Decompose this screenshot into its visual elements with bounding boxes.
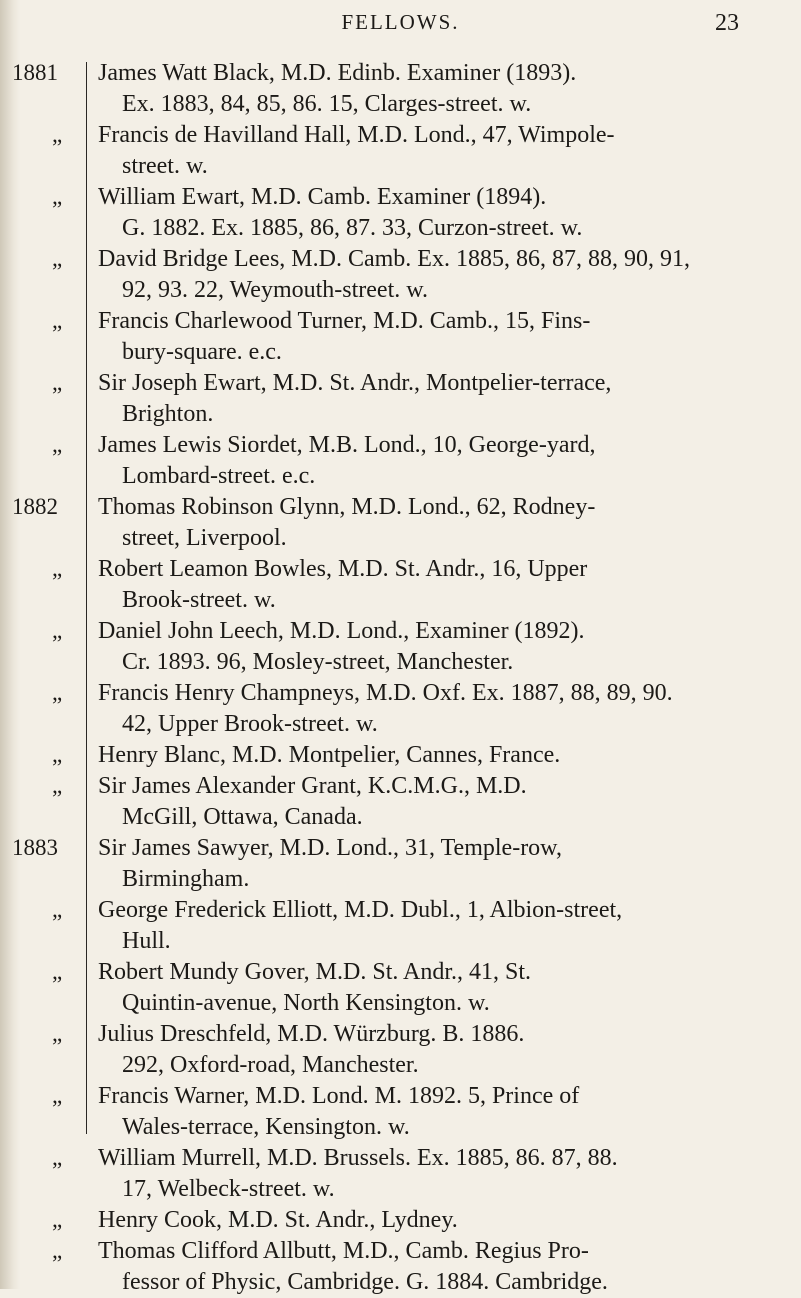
entry-line: Quintin-avenue, North Kensington. w.	[122, 990, 490, 1016]
fellow-entry	[0, 833, 801, 895]
entry-line: Sir James Sawyer, M.D. Lond., 31, Temple-row,	[98, 835, 562, 861]
entry-line: Wales-terrace, Kensington. w.	[122, 1114, 410, 1140]
entry-year: „	[52, 773, 63, 798]
entry-line: Brook-street. w.	[122, 587, 276, 613]
entry-text	[98, 957, 758, 1019]
entry-line: Hull.	[122, 928, 171, 954]
entry-year: „	[52, 370, 63, 395]
fellow-entry	[0, 1205, 801, 1236]
entry-line: Sir Joseph Ewart, M.D. St. Andr., Montpelier-terrace,	[98, 370, 612, 396]
fellow-entry	[0, 1143, 801, 1205]
fellow-entry	[0, 616, 801, 678]
entry-year: „	[52, 308, 63, 333]
fellow-entry	[0, 58, 801, 120]
entry-text	[98, 616, 758, 678]
entry-line: street, Liverpool.	[122, 525, 287, 551]
fellows-list	[0, 58, 801, 1298]
entry-line: James Watt Black, M.D. Edinb. Examiner (1893).	[98, 60, 577, 86]
entry-text	[98, 58, 758, 120]
entry-line: bury-square. e.c.	[122, 339, 282, 365]
entry-line: William Ewart, M.D. Camb. Examiner (1894).	[98, 184, 547, 210]
entry-year: „	[52, 959, 63, 984]
entry-line: Daniel John Leech, M.D. Lond., Examiner (1892).	[98, 618, 585, 644]
entry-line: 42, Upper Brook-street. w.	[122, 711, 378, 737]
entry-text	[98, 554, 758, 616]
entry-line: James Lewis Siordet, M.B. Lond., 10, George-yard,	[98, 432, 596, 458]
entry-year: „	[52, 432, 63, 457]
fellow-entry	[0, 1081, 801, 1143]
entry-line: Robert Leamon Bowles, M.D. St. Andr., 16, Upper	[98, 556, 588, 582]
entry-line: Thomas Robinson Glynn, M.D. Lond., 62, Rodney-	[98, 494, 596, 520]
entry-line: Francis de Havilland Hall, M.D. Lond., 47, Wimpole-	[98, 122, 615, 148]
entry-text	[98, 740, 758, 771]
entry-text	[98, 492, 758, 554]
entry-line: Robert Mundy Gover, M.D. St. Andr., 41, St.	[98, 959, 532, 985]
entry-year: „	[52, 680, 63, 705]
entry-year: „	[52, 1238, 63, 1263]
entry-year: „	[52, 618, 63, 643]
entry-text	[98, 368, 758, 430]
entry-text	[98, 120, 758, 182]
fellow-entry	[0, 895, 801, 957]
fellow-entry	[0, 678, 801, 740]
entry-year: „	[52, 122, 63, 147]
fellow-entry	[0, 368, 801, 430]
entry-text	[98, 895, 758, 957]
entry-text	[98, 833, 758, 895]
fellow-entry	[0, 492, 801, 554]
entry-line: G. 1882. Ex. 1885, 86, 87. 33, Curzon-street. w.	[122, 215, 583, 241]
entry-text	[98, 771, 758, 833]
entry-year: „	[52, 1021, 63, 1046]
entry-year: „	[52, 1145, 63, 1170]
fellow-entry	[0, 740, 801, 771]
entry-text	[98, 1143, 758, 1205]
entry-text	[98, 1081, 758, 1143]
entry-line: Francis Warner, M.D. Lond. M. 1892. 5, Prince of	[98, 1083, 580, 1109]
entry-line: Francis Henry Champneys, M.D. Oxf. Ex. 1887, 88, 89, 90.	[98, 680, 673, 706]
fellow-entry	[0, 244, 801, 306]
fellow-entry	[0, 182, 801, 244]
entry-line: 92, 93. 22, Weymouth-street. w.	[122, 277, 429, 303]
entry-line: fessor of Physic, Cambridge. G. 1884. Cambridge.	[122, 1269, 608, 1295]
entry-year: „	[52, 1207, 63, 1232]
running-title: FELLOWS.	[341, 10, 460, 34]
entry-line: Henry Cook, M.D. St. Andr., Lydney.	[98, 1207, 458, 1233]
fellow-entry	[0, 120, 801, 182]
entry-line: McGill, Ottawa, Canada.	[122, 804, 363, 830]
entry-line: Birmingham.	[122, 866, 250, 892]
entry-line: George Frederick Elliott, M.D. Dubl., 1, Albion-street,	[98, 897, 623, 923]
entry-line: 17, Welbeck-street. w.	[122, 1176, 335, 1202]
entry-year: „	[52, 897, 63, 922]
entry-year: 1882	[12, 494, 58, 519]
fellow-entry	[0, 1019, 801, 1081]
entry-line: street. w.	[122, 153, 208, 179]
entry-line: Lombard-street. e.c.	[122, 463, 316, 489]
fellow-entry	[0, 957, 801, 1019]
entry-text	[98, 1019, 758, 1081]
entry-line: Ex. 1883, 84, 85, 86. 15, Clarges-street. w.	[122, 91, 532, 117]
entry-line: Henry Blanc, M.D. Montpelier, Cannes, France.	[98, 742, 561, 768]
page-number: 23	[715, 10, 739, 36]
entry-line: Brighton.	[122, 401, 214, 427]
entry-text	[98, 430, 758, 492]
entry-line: Thomas Clifford Allbutt, M.D., Camb. Regius Pro-	[98, 1238, 589, 1264]
entry-year: „	[52, 742, 63, 767]
fellow-entry	[0, 430, 801, 492]
entry-year: 1881	[12, 60, 58, 85]
fellow-entry	[0, 306, 801, 368]
entry-line: David Bridge Lees, M.D. Camb. Ex. 1885, 86, 87, 88, 90, 91,	[98, 246, 690, 272]
entry-line: William Murrell, M.D. Brussels. Ex. 1885, 86. 87, 88.	[98, 1145, 618, 1171]
entry-text	[98, 1205, 758, 1236]
entry-year: „	[52, 246, 63, 271]
entry-line: Cr. 1893. 96, Mosley-street, Manchester.	[122, 649, 514, 675]
page-header	[0, 10, 801, 40]
entry-text	[98, 244, 758, 306]
entry-year: „	[52, 1083, 63, 1108]
entry-year: „	[52, 184, 63, 209]
entry-text	[98, 182, 758, 244]
entry-year: „	[52, 556, 63, 581]
entry-text	[98, 306, 758, 368]
entry-line: Sir James Alexander Grant, K.C.M.G., M.D.	[98, 773, 527, 799]
entry-line: 292, Oxford-road, Manchester.	[122, 1052, 419, 1078]
entry-year: 1883	[12, 835, 58, 860]
entry-text	[98, 678, 758, 740]
entry-line: Francis Charlewood Turner, M.D. Camb., 15, Fins-	[98, 308, 591, 334]
fellow-entry	[0, 554, 801, 616]
fellow-entry	[0, 771, 801, 833]
entry-line: Julius Dreschfeld, M.D. Würzburg. B. 1886.	[98, 1021, 525, 1047]
